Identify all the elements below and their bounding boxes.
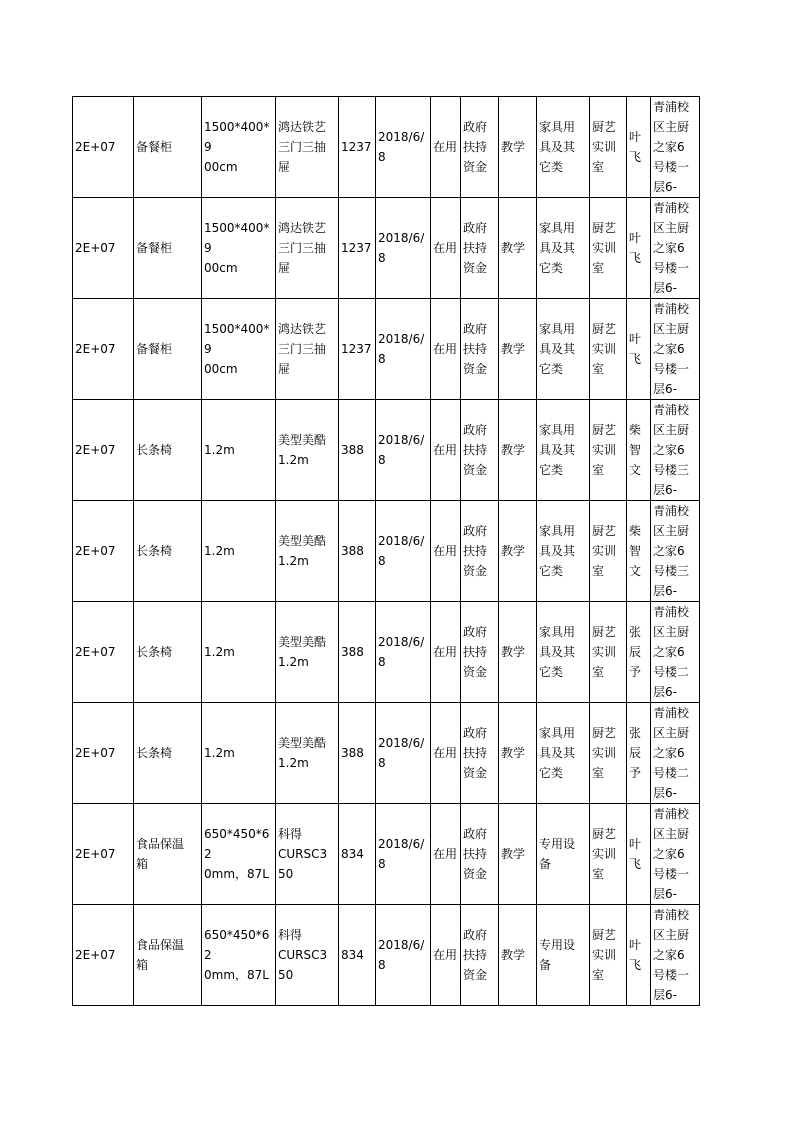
- asset-name-cell: 食品保温 箱: [134, 804, 202, 905]
- date-cell: 2018/6/ 8: [376, 602, 431, 703]
- asset-name-cell: 长条椅: [134, 400, 202, 501]
- brand-model-cell: 科得 CURSC3 50: [276, 804, 339, 905]
- date-cell: 2018/6/ 8: [376, 198, 431, 299]
- keeper-cell: 柴 智 文: [627, 501, 651, 602]
- price-cell: 388: [339, 400, 376, 501]
- spec-cell: 1.2m: [202, 501, 276, 602]
- spec-cell: 1500*400*9 00cm: [202, 97, 276, 198]
- usage-cell: 教学: [499, 804, 537, 905]
- room-cell: 厨艺 实训 室: [590, 198, 627, 299]
- brand-model-cell: 美型美酷 1.2m: [276, 400, 339, 501]
- asset-name-cell: 长条椅: [134, 602, 202, 703]
- category-cell: 家具用 具及其 它类: [537, 299, 590, 400]
- usage-cell: 教学: [499, 299, 537, 400]
- usage-cell: 教学: [499, 501, 537, 602]
- asset-id-cell: 2E+07: [73, 97, 134, 198]
- keeper-cell: 张 辰 予: [627, 602, 651, 703]
- location-cell: 青浦校 区主厨 之家6 号楼一 层6-: [651, 299, 700, 400]
- category-cell: 专用设 备: [537, 905, 590, 1006]
- room-cell: 厨艺 实训 室: [590, 804, 627, 905]
- asset-id-cell: 2E+07: [73, 602, 134, 703]
- fund-source-cell: 政府 扶持 资金: [461, 501, 499, 602]
- usage-cell: 教学: [499, 400, 537, 501]
- fund-source-cell: 政府 扶持 资金: [461, 97, 499, 198]
- status-cell: 在用: [431, 905, 461, 1006]
- room-cell: 厨艺 实训 室: [590, 299, 627, 400]
- asset-id-cell: 2E+07: [73, 198, 134, 299]
- asset-name-cell: 备餐柜: [134, 97, 202, 198]
- location-cell: 青浦校 区主厨 之家6 号楼三 层6-: [651, 501, 700, 602]
- keeper-cell: 张 辰 予: [627, 703, 651, 804]
- status-cell: 在用: [431, 804, 461, 905]
- price-cell: 388: [339, 703, 376, 804]
- price-cell: 1237: [339, 97, 376, 198]
- date-cell: 2018/6/ 8: [376, 905, 431, 1006]
- location-cell: 青浦校 区主厨 之家6 号楼一 层6-: [651, 198, 700, 299]
- fund-source-cell: 政府 扶持 资金: [461, 198, 499, 299]
- location-cell: 青浦校 区主厨 之家6 号楼一 层6-: [651, 97, 700, 198]
- location-cell: 青浦校 区主厨 之家6 号楼二 层6-: [651, 703, 700, 804]
- category-cell: 家具用 具及其 它类: [537, 198, 590, 299]
- room-cell: 厨艺 实训 室: [590, 602, 627, 703]
- asset-id-cell: 2E+07: [73, 703, 134, 804]
- price-cell: 834: [339, 804, 376, 905]
- table-row: [73, 703, 700, 804]
- spec-cell: 1500*400*9 00cm: [202, 299, 276, 400]
- fund-source-cell: 政府 扶持 资金: [461, 804, 499, 905]
- table-row: [73, 501, 700, 602]
- location-cell: 青浦校 区主厨 之家6 号楼二 层6-: [651, 602, 700, 703]
- keeper-cell: 叶 飞: [627, 97, 651, 198]
- table-body: [73, 97, 700, 1006]
- fund-source-cell: 政府 扶持 资金: [461, 703, 499, 804]
- asset-id-cell: 2E+07: [73, 299, 134, 400]
- brand-model-cell: 美型美酷 1.2m: [276, 501, 339, 602]
- asset-id-cell: 2E+07: [73, 400, 134, 501]
- fund-source-cell: 政府 扶持 资金: [461, 400, 499, 501]
- keeper-cell: 柴 智 文: [627, 400, 651, 501]
- price-cell: 1237: [339, 198, 376, 299]
- room-cell: 厨艺 实训 室: [590, 905, 627, 1006]
- status-cell: 在用: [431, 602, 461, 703]
- usage-cell: 教学: [499, 905, 537, 1006]
- price-cell: 388: [339, 501, 376, 602]
- asset-name-cell: 食品保温 箱: [134, 905, 202, 1006]
- table-row: [73, 804, 700, 905]
- asset-id-cell: 2E+07: [73, 501, 134, 602]
- room-cell: 厨艺 实训 室: [590, 400, 627, 501]
- spec-cell: 650*450*62 0mm，87L: [202, 804, 276, 905]
- fund-source-cell: 政府 扶持 资金: [461, 299, 499, 400]
- price-cell: 388: [339, 602, 376, 703]
- asset-table: [72, 96, 700, 1006]
- asset-name-cell: 长条椅: [134, 703, 202, 804]
- category-cell: 家具用 具及其 它类: [537, 97, 590, 198]
- location-cell: 青浦校 区主厨 之家6 号楼三 层6-: [651, 400, 700, 501]
- spec-cell: 1.2m: [202, 400, 276, 501]
- date-cell: 2018/6/ 8: [376, 501, 431, 602]
- category-cell: 家具用 具及其 它类: [537, 602, 590, 703]
- spec-cell: 1.2m: [202, 703, 276, 804]
- location-cell: 青浦校 区主厨 之家6 号楼一 层6-: [651, 905, 700, 1006]
- date-cell: 2018/6/ 8: [376, 400, 431, 501]
- status-cell: 在用: [431, 501, 461, 602]
- table-row: [73, 400, 700, 501]
- room-cell: 厨艺 实训 室: [590, 97, 627, 198]
- keeper-cell: 叶 飞: [627, 804, 651, 905]
- keeper-cell: 叶 飞: [627, 905, 651, 1006]
- price-cell: 1237: [339, 299, 376, 400]
- fund-source-cell: 政府 扶持 资金: [461, 905, 499, 1006]
- location-cell: 青浦校 区主厨 之家6 号楼一 层6-: [651, 804, 700, 905]
- date-cell: 2018/6/ 8: [376, 804, 431, 905]
- usage-cell: 教学: [499, 703, 537, 804]
- spec-cell: 1.2m: [202, 602, 276, 703]
- asset-name-cell: 长条椅: [134, 501, 202, 602]
- brand-model-cell: 鸿达铁艺 三门三抽 屉: [276, 97, 339, 198]
- status-cell: 在用: [431, 198, 461, 299]
- brand-model-cell: 鸿达铁艺 三门三抽 屉: [276, 198, 339, 299]
- status-cell: 在用: [431, 400, 461, 501]
- table-row: [73, 299, 700, 400]
- room-cell: 厨艺 实训 室: [590, 703, 627, 804]
- room-cell: 厨艺 实训 室: [590, 501, 627, 602]
- spec-cell: 650*450*62 0mm，87L: [202, 905, 276, 1006]
- usage-cell: 教学: [499, 97, 537, 198]
- price-cell: 834: [339, 905, 376, 1006]
- category-cell: 家具用 具及其 它类: [537, 400, 590, 501]
- fund-source-cell: 政府 扶持 资金: [461, 602, 499, 703]
- keeper-cell: 叶 飞: [627, 299, 651, 400]
- category-cell: 专用设 备: [537, 804, 590, 905]
- date-cell: 2018/6/ 8: [376, 703, 431, 804]
- table-row: [73, 198, 700, 299]
- table-row: [73, 602, 700, 703]
- brand-model-cell: 科得 CURSC3 50: [276, 905, 339, 1006]
- status-cell: 在用: [431, 703, 461, 804]
- table-row: [73, 905, 700, 1006]
- keeper-cell: 叶 飞: [627, 198, 651, 299]
- status-cell: 在用: [431, 97, 461, 198]
- category-cell: 家具用 具及其 它类: [537, 703, 590, 804]
- usage-cell: 教学: [499, 198, 537, 299]
- date-cell: 2018/6/ 8: [376, 299, 431, 400]
- table-row: [73, 97, 700, 198]
- spec-cell: 1500*400*9 00cm: [202, 198, 276, 299]
- category-cell: 家具用 具及其 它类: [537, 501, 590, 602]
- usage-cell: 教学: [499, 602, 537, 703]
- status-cell: 在用: [431, 299, 461, 400]
- brand-model-cell: 美型美酷 1.2m: [276, 703, 339, 804]
- brand-model-cell: 鸿达铁艺 三门三抽 屉: [276, 299, 339, 400]
- date-cell: 2018/6/ 8: [376, 97, 431, 198]
- asset-id-cell: 2E+07: [73, 804, 134, 905]
- asset-name-cell: 备餐柜: [134, 198, 202, 299]
- asset-id-cell: 2E+07: [73, 905, 134, 1006]
- brand-model-cell: 美型美酷 1.2m: [276, 602, 339, 703]
- asset-name-cell: 备餐柜: [134, 299, 202, 400]
